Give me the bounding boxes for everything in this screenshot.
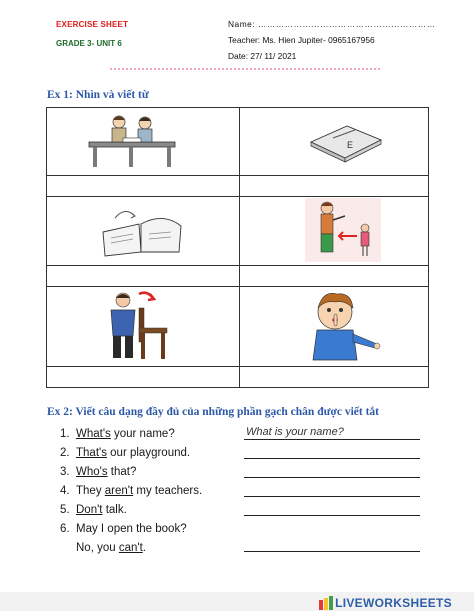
be-quiet-picture [303,288,383,364]
list-item: 4. They aren't my teachers. [60,485,203,497]
liveworksheets-logo[interactable] [319,596,452,610]
ex1-picture-grid [46,107,429,388]
list-item: 6. May I open the book? [60,523,187,535]
list-item: 3. Who's that? [60,466,137,478]
list-item: 2. That's our playground. [60,447,191,459]
closed-book-picture [305,118,385,164]
answer-line-3[interactable] [244,477,420,478]
list-item: 1. What's your name? [60,428,175,440]
ex1-title: Ex 1: Nhìn và viết từ [47,89,149,101]
answer-1-text[interactable]: What is your name? [246,426,344,438]
liveworksheets-logo-icon [319,596,335,610]
logo-text: LIVEWORKSHEETS [335,596,452,610]
date-info: Date: 27/ 11/ 2021 [228,51,297,61]
ex2-title: Ex 2: Viết câu dạng đầy đủ của những phần gạch chân được viết tắt [47,406,380,418]
answer-line-1[interactable] [244,439,420,440]
grade-label: GRADE 3- UNIT 6 [56,39,122,48]
header-right [228,18,436,66]
answer-line-6[interactable] [244,551,420,552]
students-desk-picture [83,112,183,170]
decorative-divider [110,68,380,70]
answer-line-4[interactable] [244,496,420,497]
list-item: No, you can't. [76,542,146,554]
header-left [56,20,128,48]
answer-line-2[interactable] [244,458,420,459]
open-book-picture [97,202,187,258]
answer-line-5[interactable] [244,515,420,516]
list-item: 5. Don't talk. [60,504,127,516]
teacher-girl-picture [305,198,381,262]
sit-down-picture [103,288,173,362]
teacher-info: Teacher: Ms. Hien Jupiter- 0965167956 [228,35,375,45]
name-field-label: Name: …………………………………………………… [228,19,436,29]
svg-text:E: E [347,140,354,150]
sheet-title: EXERCISE SHEET [56,20,129,29]
